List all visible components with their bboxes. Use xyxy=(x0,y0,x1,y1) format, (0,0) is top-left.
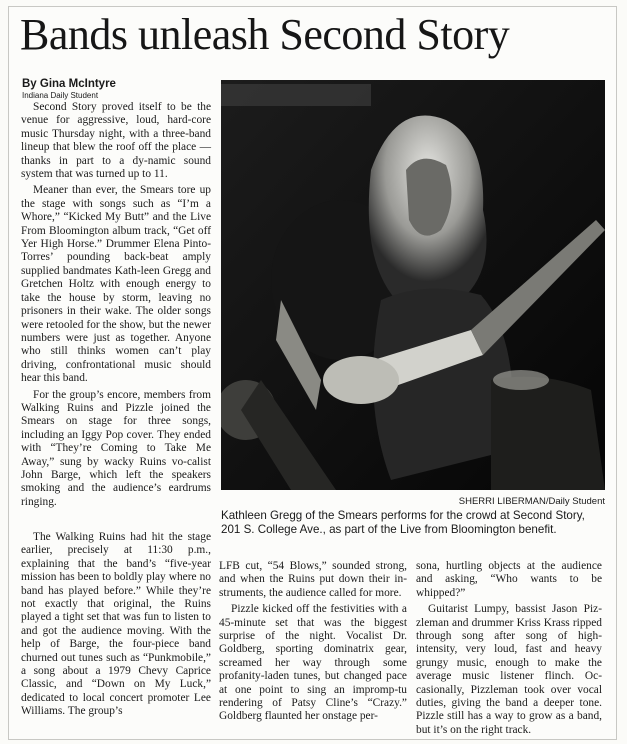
paragraph: Pizzle kicked off the festivities with a 45-minute set that was the biggest surprise of the night. Vocalist Dr. Goldberg, sporting dominatrix gear, screamed her way through some profanity-laden tunes, but changed pace at one point to sing an impromp-tu rendering of Patsy Cline’s “Crazy.” Goldberg flaunted her onstage per- xyxy=(219,603,407,723)
article-column-2 xyxy=(21,531,211,719)
byline: By Gina McIntyre xyxy=(22,78,116,90)
article-column-4 xyxy=(416,560,602,737)
paragraph: Meaner than ever, the Smears tore up the stage with songs such as “I’m a Whore,” “Kicked My Butt” and the Live From Bloomington album track, “Get off Yer High Horse.” Drummer Elena Pinto-Torres’ pounding back-beat amply supplied bandmates Kath-leen Gregg and Gretchen Holtz with enough energy to take the house by storm, leaving no prisoners in their wake. The older songs were retooled for the show, but the newer numbers were just as together. Anyone who still thinks women can’t play driving, confrontational music should hear this band. xyxy=(21,184,211,385)
paragraph: sona, hurtling objects at the audience and asking, “Who wants to be whipped?” xyxy=(416,560,602,599)
byline-affiliation: Indiana Daily Student xyxy=(22,91,99,100)
paragraph: For the group’s encore, members from Walking Ruins and Pizzle joined the Smears on stage for three songs, including an Iggy Pop cover. They ended with “They’re Coming to Take Me Away,” sung by wacky Ruins vo-calist John Barge, which left the speakers smoking and the audience’s eardrums ringing. xyxy=(21,388,211,508)
headline: Bands unleash Second Story xyxy=(20,10,510,59)
paragraph: Second Story proved itself to be the venue for aggressive, loud, hard-core music Thursday night, with a three-band lineup that blew the roof off the place — thanks in part to a dy-namic sound system that was turned up to 11. xyxy=(21,101,211,181)
concert-photo xyxy=(221,80,605,490)
article-column-1 xyxy=(21,101,211,509)
guitarist-photo-image xyxy=(221,80,605,490)
paragraph: LFB cut, “54 Blows,” sounded strong, and when the Ruins put down their in-struments, the audience called for more. xyxy=(219,560,407,599)
photo-caption: Kathleen Gregg of the Smears performs for the crowd at Second Story, 201 S. College Ave., as part of the Live from Bloomington benefit. xyxy=(221,509,585,536)
paragraph: Guitarist Lumpy, bassist Jason Piz-zleman and drummer Kriss Krass ripped through song after song of high-intensity, very loud, fast and heavy grungy music, enough to make the average music listener flinch. Oc-casionally, Pizzleman took over vocal duties, giving the band a deeper tone. Pizzle still has a way to grow as a band, but it’s on the right track. xyxy=(416,603,602,736)
photo-credit: SHERRI LIBERMAN/Daily Student xyxy=(458,496,605,507)
paragraph: The Walking Ruins had hit the stage earlier, precisely at 11:30 p.m., explaining that the band’s “five-year mission has been to boldly play where no band has played before.” While they’re not exactly that original, the Ruins played a tight set that was fun to listen to and got the audience moving. With the help of Barge, the four-piece band churned out tunes such as “Punkmobile,” a song about a 1979 Chevy Caprice Classic, and “Down on My Luck,” dedicated to local concert promoter Lee Williams. The group’s xyxy=(21,531,211,718)
article-column-3 xyxy=(219,560,407,724)
